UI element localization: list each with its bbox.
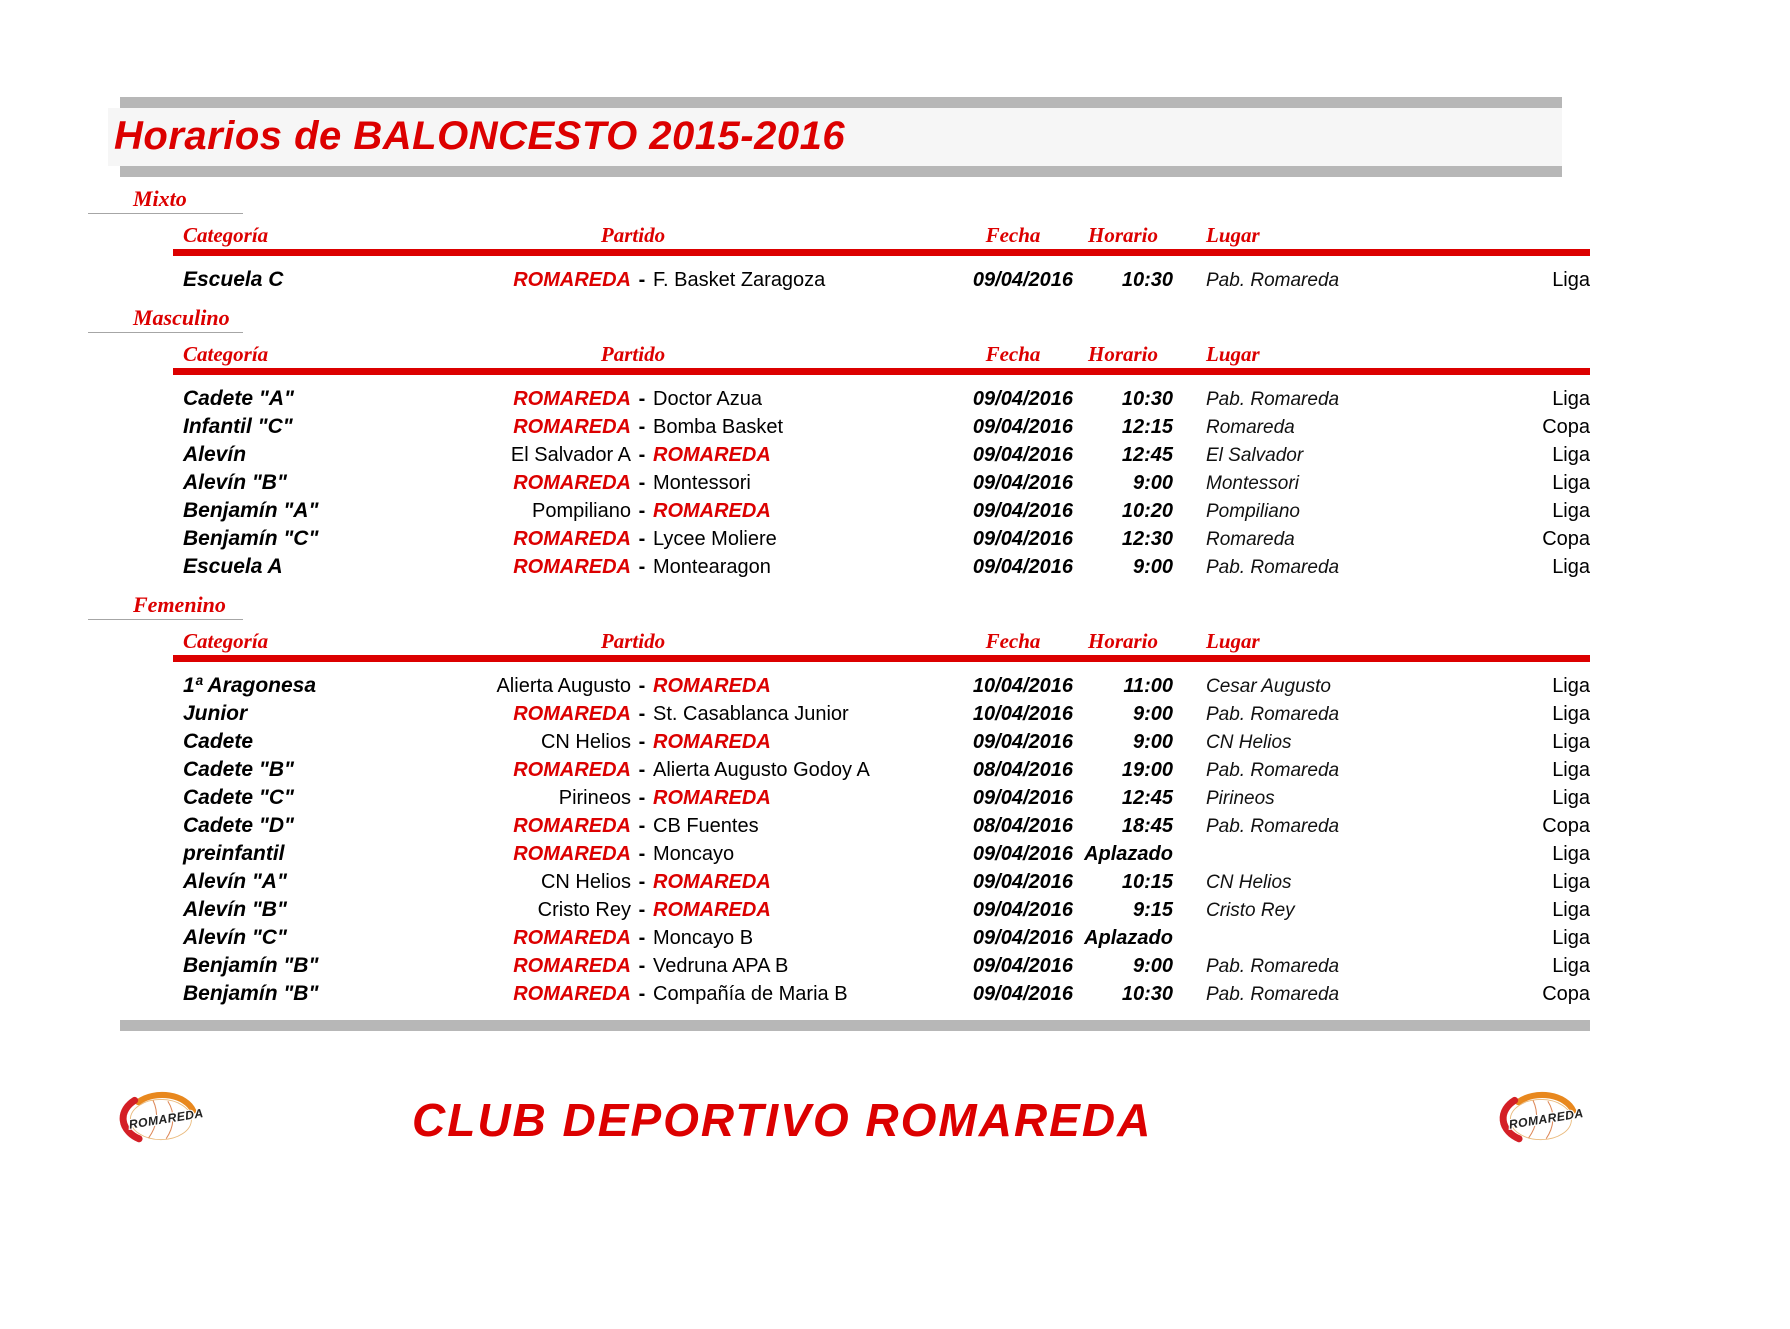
home-team: ROMAREDA (513, 815, 631, 837)
away-team: CB Fuentes (653, 815, 759, 837)
team-separator: - (638, 444, 646, 466)
lugar-cell: Romareda (1206, 529, 1295, 550)
fecha-cell: 09/04/2016 (972, 731, 1073, 753)
divider-bar-top (120, 97, 1562, 108)
team-separator: - (638, 871, 646, 893)
header-spacer (813, 629, 953, 653)
categoria-cell: Alevín (183, 443, 247, 466)
competicion-cell: Liga (1552, 871, 1590, 893)
lugar-cell: Pab. Romareda (1206, 984, 1340, 1005)
home-team: ROMAREDA (513, 843, 631, 865)
fecha-cell: 09/04/2016 (972, 983, 1073, 1005)
competicion-cell: Liga (1552, 269, 1590, 291)
match-row (183, 268, 1790, 296)
section-label: Mixto (133, 186, 187, 211)
competicion-cell: Copa (1542, 528, 1590, 550)
column-header-lugar: Lugar (1206, 629, 1260, 653)
schedule-sections (0, 187, 1790, 1010)
horario-cell: 12:30 (1121, 528, 1173, 550)
match-row (183, 702, 1790, 730)
categoria-cell: Alevín "A" (183, 870, 287, 893)
fecha-cell: 09/04/2016 (972, 955, 1073, 977)
team-separator: - (638, 388, 646, 410)
header-spacer (813, 223, 953, 247)
column-header-categoria: Categoría (183, 342, 269, 366)
section-rows (0, 387, 1790, 583)
fecha-cell: 09/04/2016 (972, 444, 1073, 466)
section-label: Masculino (133, 305, 230, 330)
home-team: ROMAREDA (513, 269, 631, 291)
column-header-lugar: Lugar (1206, 223, 1260, 247)
column-header-partido: Partido (600, 629, 666, 653)
home-team: Pompiliano (532, 500, 631, 522)
fecha-cell: 09/04/2016 (972, 500, 1073, 522)
home-team: Cristo Rey (537, 899, 631, 921)
column-header-partido: Partido (600, 223, 666, 247)
away-team: Alierta Augusto Godoy A (653, 759, 870, 781)
fecha-cell: 10/04/2016 (972, 675, 1073, 697)
lugar-cell: El Salvador (1206, 445, 1304, 466)
away-team: ROMAREDA (653, 444, 771, 466)
competicion-cell: Copa (1542, 416, 1590, 438)
team-separator: - (638, 955, 646, 977)
categoria-cell: Cadete "A" (183, 387, 294, 410)
categoria-cell: 1ª Aragonesa (183, 674, 317, 697)
team-separator: - (638, 843, 646, 865)
home-team: ROMAREDA (513, 927, 631, 949)
home-team: ROMAREDA (513, 472, 631, 494)
section-label: Femenino (133, 592, 226, 617)
match-row (183, 387, 1790, 415)
table-header-row (183, 223, 1790, 247)
column-header-fecha: Fecha (985, 629, 1041, 653)
away-team: Vedruna APA B (653, 955, 789, 977)
logo-text: ROMAREDA (127, 1106, 205, 1132)
schedule-document (0, 97, 1790, 1261)
lugar-cell: Pompiliano (1206, 501, 1300, 522)
column-header-categoria: Categoría (183, 629, 269, 653)
lugar-cell: Pab. Romareda (1206, 816, 1340, 837)
schedule-section (0, 306, 1790, 583)
fecha-cell: 09/04/2016 (972, 269, 1073, 291)
fecha-cell: 08/04/2016 (972, 759, 1073, 781)
column-header-horario: Horario (1087, 223, 1158, 247)
horario-cell: 9:00 (1132, 556, 1173, 578)
away-team: F. Basket Zaragoza (653, 269, 826, 291)
horario-cell: 12:45 (1121, 444, 1173, 466)
competicion-cell: Copa (1542, 983, 1590, 1005)
team-separator: - (638, 528, 646, 550)
home-team: ROMAREDA (513, 759, 631, 781)
fecha-cell: 09/04/2016 (972, 787, 1073, 809)
home-team: El Salvador A (510, 444, 631, 466)
competicion-cell: Liga (1552, 899, 1590, 921)
table-header-row (183, 342, 1790, 366)
away-team: ROMAREDA (653, 731, 771, 753)
team-separator: - (638, 500, 646, 522)
match-row (183, 527, 1790, 555)
fecha-cell: 09/04/2016 (972, 416, 1073, 438)
categoria-cell: Cadete (183, 730, 254, 753)
home-team: ROMAREDA (513, 416, 631, 438)
header-underline (173, 655, 1590, 662)
lugar-cell: Pirineos (1206, 788, 1275, 809)
away-team: Bomba Basket (653, 416, 784, 438)
away-team: Lycee Moliere (653, 528, 777, 550)
competicion-cell: Copa (1542, 815, 1590, 837)
divider-bar-bottom (120, 1020, 1590, 1031)
fecha-cell: 09/04/2016 (972, 556, 1073, 578)
lugar-cell: Pab. Romareda (1206, 704, 1340, 725)
home-team: ROMAREDA (513, 556, 631, 578)
categoria-cell: Junior (183, 702, 248, 725)
schedule-section (0, 593, 1790, 1010)
horario-cell: 9:00 (1132, 955, 1173, 977)
match-row (183, 842, 1790, 870)
categoria-cell: Benjamín "C" (183, 527, 319, 550)
column-header-fecha: Fecha (985, 342, 1041, 366)
away-team: Montearagon (653, 556, 771, 578)
lugar-cell: Pab. Romareda (1206, 389, 1340, 410)
match-row (183, 982, 1790, 1010)
horario-cell: 9:00 (1132, 731, 1173, 753)
section-label-rule (88, 619, 243, 620)
away-team: Montessori (653, 472, 751, 494)
section-rows (0, 674, 1790, 1010)
competicion-cell: Liga (1552, 388, 1590, 410)
categoria-cell: Benjamín "A" (183, 499, 319, 522)
header-underline (173, 368, 1590, 375)
section-label-rule (88, 332, 243, 333)
romareda-logo-left (112, 1083, 208, 1157)
competicion-cell: Liga (1552, 731, 1590, 753)
home-team: ROMAREDA (513, 528, 631, 550)
lugar-cell: CN Helios (1206, 732, 1292, 753)
lugar-cell: Romareda (1206, 417, 1295, 438)
team-separator: - (638, 983, 646, 1005)
match-row (183, 814, 1790, 842)
team-separator: - (638, 899, 646, 921)
home-team: CN Helios (540, 731, 631, 753)
fecha-cell: 09/04/2016 (972, 472, 1073, 494)
categoria-cell: Alevín "B" (183, 898, 287, 921)
competicion-cell: Liga (1552, 675, 1590, 697)
competicion-cell: Liga (1552, 500, 1590, 522)
fecha-cell: 09/04/2016 (972, 528, 1073, 550)
fecha-cell: 09/04/2016 (972, 871, 1073, 893)
fecha-cell: 09/04/2016 (972, 388, 1073, 410)
team-separator: - (638, 675, 646, 697)
horario-cell: 9:00 (1132, 472, 1173, 494)
horario-cell: 9:00 (1132, 703, 1173, 725)
match-row (183, 730, 1790, 758)
section-rows (0, 268, 1790, 296)
horario-cell: 12:45 (1121, 787, 1173, 809)
header-underline (173, 249, 1590, 256)
team-separator: - (638, 703, 646, 725)
fecha-cell: 09/04/2016 (972, 927, 1073, 949)
competicion-cell: Liga (1552, 472, 1590, 494)
horario-cell: Aplazado (1084, 843, 1173, 865)
match-row (183, 786, 1790, 814)
competicion-cell: Liga (1552, 703, 1590, 725)
fecha-cell: 09/04/2016 (972, 843, 1073, 865)
table-header-row (183, 629, 1790, 653)
competicion-cell: Liga (1552, 843, 1590, 865)
match-row (183, 926, 1790, 954)
team-separator: - (638, 556, 646, 578)
away-team: ROMAREDA (653, 500, 771, 522)
home-team: Alierta Augusto (496, 675, 631, 697)
categoria-cell: Cadete "B" (183, 758, 294, 781)
horario-cell: 10:30 (1121, 388, 1173, 410)
lugar-cell: Pab. Romareda (1206, 557, 1340, 578)
home-team: ROMAREDA (513, 983, 631, 1005)
match-row (183, 758, 1790, 786)
competicion-cell: Liga (1552, 759, 1590, 781)
horario-cell: 10:15 (1121, 871, 1173, 893)
categoria-cell: Benjamín "B" (183, 954, 319, 977)
away-team: Moncayo (653, 843, 735, 865)
lugar-cell: Pab. Romareda (1206, 270, 1340, 291)
horario-cell: Aplazado (1084, 927, 1173, 949)
away-team: ROMAREDA (653, 675, 771, 697)
team-separator: - (638, 815, 646, 837)
lugar-cell: Cristo Rey (1206, 900, 1295, 921)
schedule-section (0, 187, 1790, 296)
lugar-cell: CN Helios (1206, 872, 1292, 893)
match-row (183, 471, 1790, 499)
match-row (183, 443, 1790, 471)
footer-club-name: CLUB DEPORTIVO ROMAREDA (412, 1094, 1153, 1146)
divider-bar-under-title (120, 166, 1562, 177)
match-row (183, 415, 1790, 443)
horario-cell: 12:15 (1121, 416, 1173, 438)
away-team: ROMAREDA (653, 787, 771, 809)
away-team: ROMAREDA (653, 899, 771, 921)
home-team: ROMAREDA (513, 955, 631, 977)
column-header-horario: Horario (1087, 342, 1158, 366)
column-header-partido: Partido (600, 342, 666, 366)
categoria-cell: Infantil "C" (183, 415, 293, 438)
horario-cell: 10:30 (1121, 269, 1173, 291)
match-row (183, 499, 1790, 527)
column-header-lugar: Lugar (1206, 342, 1260, 366)
page-title: Horarios de BALONCESTO 2015-2016 (114, 114, 846, 158)
column-header-categoria: Categoría (183, 223, 269, 247)
categoria-cell: preinfantil (183, 842, 285, 865)
categoria-cell: Alevín "C" (183, 926, 287, 949)
lugar-cell: Cesar Augusto (1206, 676, 1331, 697)
fecha-cell: 08/04/2016 (972, 815, 1073, 837)
team-separator: - (638, 787, 646, 809)
lugar-cell: Montessori (1206, 473, 1299, 494)
home-team: ROMAREDA (513, 388, 631, 410)
match-row (183, 870, 1790, 898)
horario-cell: 10:30 (1121, 983, 1173, 1005)
column-header-fecha: Fecha (985, 223, 1041, 247)
column-header-horario: Horario (1087, 629, 1158, 653)
header-spacer (813, 342, 953, 366)
team-separator: - (638, 416, 646, 438)
team-separator: - (638, 927, 646, 949)
competicion-cell: Liga (1552, 787, 1590, 809)
title-band (108, 108, 1562, 166)
categoria-cell: Escuela C (183, 268, 284, 291)
home-team: Pirineos (558, 787, 631, 809)
match-row (183, 898, 1790, 926)
away-team: Doctor Azua (653, 388, 762, 410)
competicion-cell: Liga (1552, 556, 1590, 578)
team-separator: - (638, 759, 646, 781)
match-row (183, 954, 1790, 982)
team-separator: - (638, 731, 646, 753)
horario-cell: 10:20 (1121, 500, 1173, 522)
fecha-cell: 10/04/2016 (972, 703, 1073, 725)
horario-cell: 19:00 (1121, 759, 1173, 781)
competicion-cell: Liga (1552, 444, 1590, 466)
categoria-cell: Cadete "D" (183, 814, 294, 837)
home-team: CN Helios (540, 871, 631, 893)
lugar-cell: Pab. Romareda (1206, 956, 1340, 977)
categoria-cell: Benjamín "B" (183, 982, 319, 1005)
match-row (183, 674, 1790, 702)
categoria-cell: Escuela A (183, 555, 283, 578)
away-team: St. Casablanca Junior (653, 703, 849, 725)
competicion-cell: Liga (1552, 927, 1590, 949)
romareda-logo-right (1492, 1083, 1588, 1157)
logo-text: ROMAREDA (1507, 1106, 1585, 1132)
team-separator: - (638, 269, 646, 291)
horario-cell: 11:00 (1123, 675, 1173, 697)
section-label-rule (88, 213, 243, 214)
fecha-cell: 09/04/2016 (972, 899, 1073, 921)
match-row (183, 555, 1790, 583)
horario-cell: 18:45 (1121, 815, 1173, 837)
team-separator: - (638, 472, 646, 494)
footer (0, 1071, 1790, 1261)
home-team: ROMAREDA (513, 703, 631, 725)
categoria-cell: Alevín "B" (183, 471, 287, 494)
horario-cell: 9:15 (1132, 899, 1173, 921)
away-team: Compañía de Maria B (653, 983, 848, 1005)
competicion-cell: Liga (1552, 955, 1590, 977)
categoria-cell: Cadete "C" (183, 786, 294, 809)
away-team: ROMAREDA (653, 871, 771, 893)
away-team: Moncayo B (653, 927, 754, 949)
lugar-cell: Pab. Romareda (1206, 760, 1340, 781)
